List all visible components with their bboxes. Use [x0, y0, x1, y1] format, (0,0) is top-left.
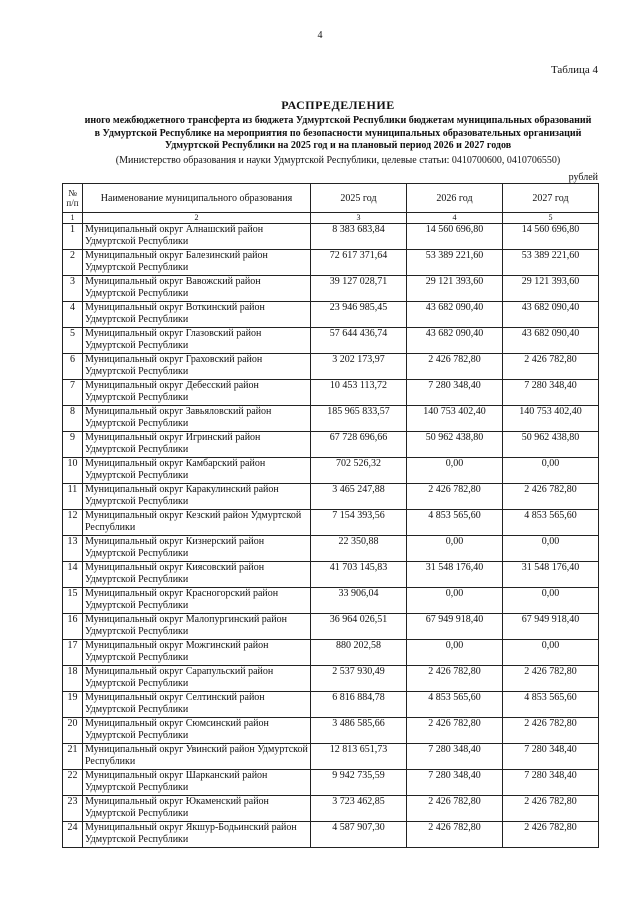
municipality-name: Муниципальный округ Каракулинский район Удмуртской Республики	[83, 484, 311, 510]
header-2027: 2027 год	[503, 184, 599, 213]
row-number: 19	[63, 692, 83, 718]
value-2026: 2 426 782,80	[407, 484, 503, 510]
value-2026: 2 426 782,80	[407, 354, 503, 380]
table-row	[63, 380, 599, 406]
value-2026: 0,00	[407, 536, 503, 562]
value-2025: 67 728 696,66	[311, 432, 407, 458]
column-number: 4	[407, 213, 503, 224]
table-row	[63, 666, 599, 692]
value-2026: 4 853 565,60	[407, 692, 503, 718]
table-row	[63, 588, 599, 614]
value-2025: 880 202,58	[311, 640, 407, 666]
municipality-name: Муниципальный округ Юкаменский район Удмуртской Республики	[83, 796, 311, 822]
value-2026: 2 426 782,80	[407, 666, 503, 692]
municipality-name: Муниципальный округ Киясовский район Удмуртской Республики	[83, 562, 311, 588]
value-2027: 43 682 090,40	[503, 302, 599, 328]
municipality-name: Муниципальный округ Кизнерский район Удмуртской Республики	[83, 536, 311, 562]
value-2025: 3 486 585,66	[311, 718, 407, 744]
value-2026: 67 949 918,40	[407, 614, 503, 640]
distribution-table	[62, 183, 599, 848]
row-number: 7	[63, 380, 83, 406]
municipality-name: Муниципальный округ Кезский район Удмуртской Республики	[83, 510, 311, 536]
value-2026: 7 280 348,40	[407, 770, 503, 796]
municipality-name: Муниципальный округ Малопургинский район Удмуртской Республики	[83, 614, 311, 640]
value-2026: 43 682 090,40	[407, 328, 503, 354]
row-number: 24	[63, 822, 83, 848]
row-number: 5	[63, 328, 83, 354]
value-2027: 31 548 176,40	[503, 562, 599, 588]
table-body	[63, 224, 599, 848]
table-row	[63, 250, 599, 276]
value-2026: 7 280 348,40	[407, 380, 503, 406]
table-row	[63, 796, 599, 822]
value-2027: 29 121 393,60	[503, 276, 599, 302]
table-row	[63, 770, 599, 796]
table-row	[63, 484, 599, 510]
value-2026: 50 962 438,80	[407, 432, 503, 458]
value-2026: 2 426 782,80	[407, 796, 503, 822]
row-number: 13	[63, 536, 83, 562]
header-name: Наименование муниципального образования	[83, 184, 311, 213]
value-2025: 72 617 371,64	[311, 250, 407, 276]
document-title: РАСПРЕДЕЛЕНИЕ	[281, 98, 395, 112]
row-number: 12	[63, 510, 83, 536]
value-2025: 41 703 145,83	[311, 562, 407, 588]
row-number: 9	[63, 432, 83, 458]
value-2025: 3 465 247,88	[311, 484, 407, 510]
table-row	[63, 458, 599, 484]
value-2027: 140 753 402,40	[503, 406, 599, 432]
value-2027: 2 426 782,80	[503, 796, 599, 822]
row-number: 23	[63, 796, 83, 822]
municipality-name: Муниципальный округ Красногорский район Удмуртской Республики	[83, 588, 311, 614]
table-row	[63, 354, 599, 380]
municipality-name: Муниципальный округ Граховский район Удмуртской Республики	[83, 354, 311, 380]
municipality-name: Муниципальный округ Алнашский район Удмуртской Республики	[83, 224, 311, 250]
municipality-name: Муниципальный округ Увинский район Удмуртской Республики	[83, 744, 311, 770]
value-2026: 2 426 782,80	[407, 718, 503, 744]
value-2027: 0,00	[503, 458, 599, 484]
row-number: 3	[63, 276, 83, 302]
document-heading	[60, 98, 616, 167]
table-row	[63, 432, 599, 458]
table-row	[63, 640, 599, 666]
heading-line: Удмуртской Республики на 2025 год и на плановый период 2026 и 2027 годов	[164, 140, 512, 152]
value-2025: 6 816 884,78	[311, 692, 407, 718]
column-number: 2	[83, 213, 311, 224]
value-2025: 7 154 393,56	[311, 510, 407, 536]
value-2026: 140 753 402,40	[407, 406, 503, 432]
value-2027: 0,00	[503, 640, 599, 666]
value-2026: 29 121 393,60	[407, 276, 503, 302]
value-2025: 39 127 028,71	[311, 276, 407, 302]
value-2027: 43 682 090,40	[503, 328, 599, 354]
municipality-name: Муниципальный округ Можгинский район Удмуртской Республики	[83, 640, 311, 666]
value-2027: 7 280 348,40	[503, 380, 599, 406]
value-2025: 23 946 985,45	[311, 302, 407, 328]
row-number: 17	[63, 640, 83, 666]
column-number: 1	[63, 213, 83, 224]
value-2027: 53 389 221,60	[503, 250, 599, 276]
value-2026: 4 853 565,60	[407, 510, 503, 536]
row-number: 14	[63, 562, 83, 588]
value-2026: 2 426 782,80	[407, 822, 503, 848]
row-number: 4	[63, 302, 83, 328]
value-2026: 31 548 176,40	[407, 562, 503, 588]
value-2025: 185 965 833,57	[311, 406, 407, 432]
value-2025: 702 526,32	[311, 458, 407, 484]
municipality-name: Муниципальный округ Балезинский район Удмуртской Республики	[83, 250, 311, 276]
row-number: 21	[63, 744, 83, 770]
row-number: 10	[63, 458, 83, 484]
unit-label: рублей	[568, 172, 598, 183]
heading-line: в Удмуртской Республике на мероприятия по безопасности муниципальных образовательных организаций	[94, 127, 582, 139]
value-2027: 2 426 782,80	[503, 484, 599, 510]
municipality-name: Муниципальный округ Сарапульский район Удмуртской Республики	[83, 666, 311, 692]
header-2025: 2025 год	[311, 184, 407, 213]
value-2026: 14 560 696,80	[407, 224, 503, 250]
municipality-name: Муниципальный округ Селтинский район Удмуртской Республики	[83, 692, 311, 718]
value-2026: 43 682 090,40	[407, 302, 503, 328]
row-number: 1	[63, 224, 83, 250]
value-2027: 50 962 438,80	[503, 432, 599, 458]
value-2025: 9 942 735,59	[311, 770, 407, 796]
value-2027: 2 426 782,80	[503, 666, 599, 692]
row-number: 18	[63, 666, 83, 692]
table-row	[63, 302, 599, 328]
row-number: 2	[63, 250, 83, 276]
table-row	[63, 692, 599, 718]
table-row	[63, 614, 599, 640]
row-number: 16	[63, 614, 83, 640]
municipality-name: Муниципальный округ Завьяловский район Удмуртской Республики	[83, 406, 311, 432]
value-2027: 0,00	[503, 536, 599, 562]
value-2025: 3 202 173,97	[311, 354, 407, 380]
value-2027: 2 426 782,80	[503, 822, 599, 848]
municipality-name: Муниципальный округ Дебесский район Удмуртской Республики	[83, 380, 311, 406]
value-2027: 14 560 696,80	[503, 224, 599, 250]
municipality-name: Муниципальный округ Сюмсинский район Удмуртской Республики	[83, 718, 311, 744]
value-2025: 2 537 930,49	[311, 666, 407, 692]
row-number: 8	[63, 406, 83, 432]
value-2025: 10 453 113,72	[311, 380, 407, 406]
header-2026: 2026 год	[407, 184, 503, 213]
table-row	[63, 406, 599, 432]
value-2026: 0,00	[407, 588, 503, 614]
value-2027: 0,00	[503, 588, 599, 614]
row-number: 22	[63, 770, 83, 796]
municipality-name: Муниципальный округ Якшур-Бодьинский район Удмуртской Республики	[83, 822, 311, 848]
value-2026: 0,00	[407, 458, 503, 484]
value-2027: 2 426 782,80	[503, 718, 599, 744]
table-label: Таблица 4	[550, 64, 598, 76]
header-number: № п/п	[63, 184, 83, 213]
table-header-row	[63, 184, 599, 213]
table-row	[63, 276, 599, 302]
row-number: 20	[63, 718, 83, 744]
value-2026: 7 280 348,40	[407, 744, 503, 770]
value-2025: 4 587 907,30	[311, 822, 407, 848]
municipality-name: Муниципальный округ Камбарский район Удмуртской Республики	[83, 458, 311, 484]
row-number: 6	[63, 354, 83, 380]
table-row	[63, 224, 599, 250]
column-number-row	[63, 213, 599, 224]
value-2027: 4 853 565,60	[503, 692, 599, 718]
municipality-name: Муниципальный округ Глазовский район Удмуртской Республики	[83, 328, 311, 354]
heading-line: иного межбюджетного трансферта из бюджета Удмуртской Республики бюджетам муниципальных образований	[84, 115, 592, 126]
value-2027: 4 853 565,60	[503, 510, 599, 536]
value-2025: 22 350,88	[311, 536, 407, 562]
municipality-name: Муниципальный округ Шарканский район Удмуртской Республики	[83, 770, 311, 796]
row-number: 15	[63, 588, 83, 614]
table-row	[63, 536, 599, 562]
table-row	[63, 562, 599, 588]
municipality-name: Муниципальный округ Воткинский район Удмуртской Республики	[83, 302, 311, 328]
column-number: 5	[503, 213, 599, 224]
value-2027: 2 426 782,80	[503, 354, 599, 380]
value-2025: 33 906,04	[311, 588, 407, 614]
column-number: 3	[311, 213, 407, 224]
value-2025: 12 813 651,73	[311, 744, 407, 770]
heading-note: (Министерство образования и науки Удмуртской Республики, целевые статьи: 0410700600, 0410706550)	[115, 154, 561, 166]
value-2026: 0,00	[407, 640, 503, 666]
value-2026: 53 389 221,60	[407, 250, 503, 276]
value-2027: 67 949 918,40	[503, 614, 599, 640]
value-2025: 36 964 026,51	[311, 614, 407, 640]
table-row	[63, 822, 599, 848]
table-row	[63, 718, 599, 744]
value-2025: 57 644 436,74	[311, 328, 407, 354]
table-row	[63, 328, 599, 354]
value-2027: 7 280 348,40	[503, 770, 599, 796]
page-number: 4	[317, 30, 323, 41]
value-2025: 3 723 462,85	[311, 796, 407, 822]
value-2025: 8 383 683,84	[311, 224, 407, 250]
table-row	[63, 510, 599, 536]
municipality-name: Муниципальный округ Вавожский район Удмуртской Республики	[83, 276, 311, 302]
table-row	[63, 744, 599, 770]
value-2027: 7 280 348,40	[503, 744, 599, 770]
row-number: 11	[63, 484, 83, 510]
municipality-name: Муниципальный округ Игринский район Удмуртской Республики	[83, 432, 311, 458]
